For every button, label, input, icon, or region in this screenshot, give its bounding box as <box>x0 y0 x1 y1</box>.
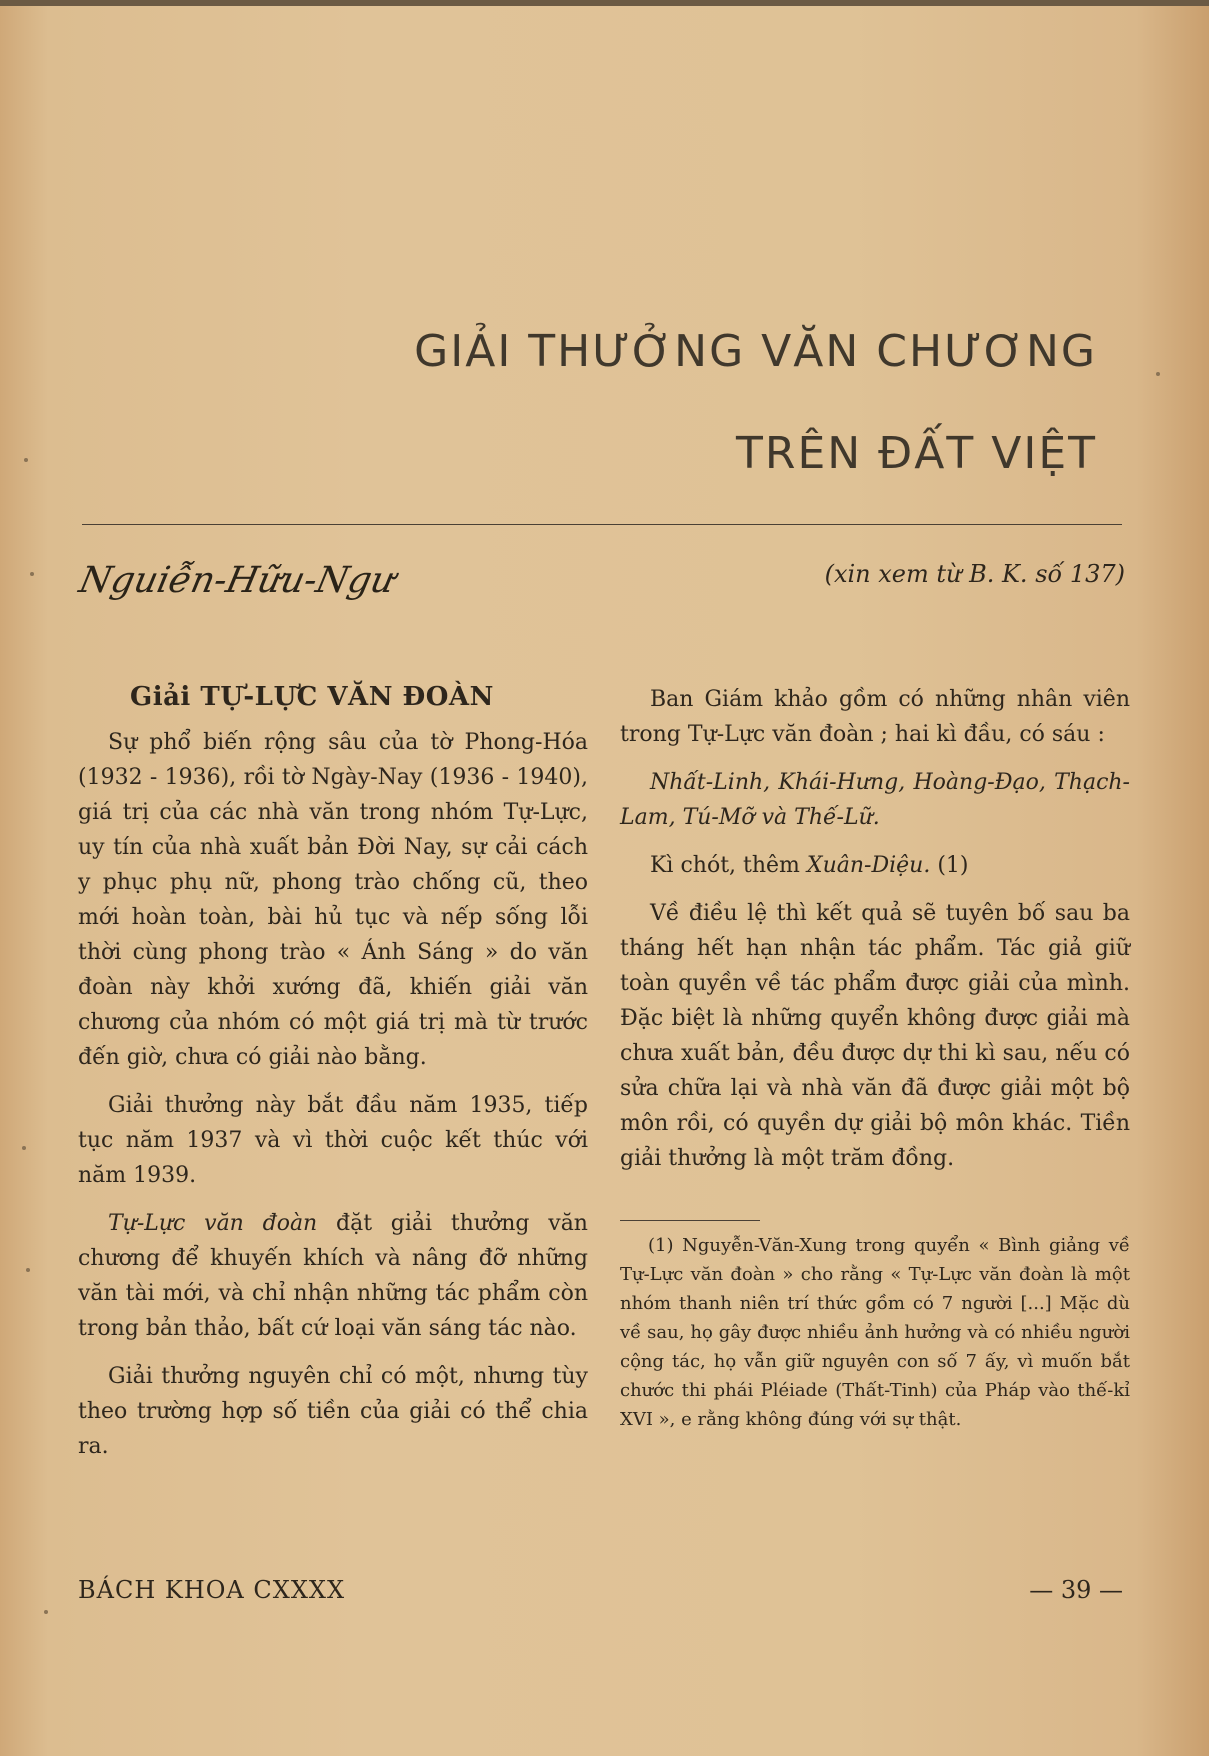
section-heading: Giải TỰ-LỰC VĂN ĐOÀN <box>130 682 494 712</box>
footnote-marker: (1) <box>930 853 969 878</box>
paragraph-lead-italic: Tự-Lực văn đoàn <box>108 1211 318 1236</box>
article-title-line1: GIẢI THƯỞNG VĂN CHƯƠNG <box>414 326 1097 377</box>
article-title-line2: TRÊN ĐẤT VIỆT <box>736 428 1097 479</box>
publication-footer: BÁCH KHOA CXXXX <box>78 1576 346 1604</box>
paper-speck <box>1156 372 1160 376</box>
paper-speck <box>24 458 28 462</box>
paper-speck <box>44 1610 48 1614</box>
footnote-divider <box>620 1220 760 1221</box>
left-column <box>78 680 588 1477</box>
paragraph: Giải thưởng này bắt đầu năm 1935, tiếp tục năm 1937 và vì thời cuộc kết thúc với năm 1939. <box>78 1093 588 1188</box>
footnote: (1) Nguyễn-Văn-Xung trong quyển « Bình giảng về Tự-Lực văn đoàn » cho rằng « Tự-Lực văn đoàn là một nhóm thanh niên trí thức gồm có 7 người [...] Mặc dù về sau, họ gây được nhiều ảnh hưởng và có nhiều người cộng tác, họ vẫn giữ nguyên con số 7 ấy, vì muốn bắt chước thi phái Pléiade (Thất-Tinh) của Pháp vào thế-kỉ XVI », e rằng không đúng với sự thật. <box>620 1235 1130 1430</box>
paragraph: Về điều lệ thì kết quả sẽ tuyên bố sau ba tháng hết hạn nhận tác phẩm. Tác giả giữ toàn quyền về tác phẩm được giải của mình. Đặc biệt là những quyển không được giải mà chưa xuất bản, đều được dự thi kì sau, nếu có sửa chữa lại và nhà văn đã được giải một bộ môn rồi, có quyền dự giải bộ môn khác. Tiền giải thưởng là một trăm đồng. <box>620 901 1130 1171</box>
paragraph-text: Kì chót, thêm <box>650 853 807 878</box>
page-number: — 39 — <box>1029 1576 1123 1604</box>
author-signature: Nguiễn-Hữu-Ngư <box>75 560 399 601</box>
paragraph <box>78 1206 588 1346</box>
paper-speck <box>22 1146 26 1150</box>
jury-names: Nhất-Linh, Khái-Hưng, Hoàng-Đạo, Thạch-Lam, Tú-Mỡ và Thế-Lữ. <box>620 770 1130 830</box>
reference-note: (xin xem từ B. K. số 137) <box>824 560 1125 588</box>
paragraph: Sự phổ biến rộng sâu của tờ Phong-Hóa (1932 - 1936), rồi tờ Ngày-Nay (1936 - 1940), giá trị của các nhà văn trong nhóm Tự-Lực, uy tín của nhà xuất bản Đời Nay, sự cải cách y phục phụ nữ, phong trào chống cũ, theo mới hoàn toàn, bài hủ tục và nếp sống lỗi thời cùng phong trào « Ánh Sáng » do văn đoàn này khởi xướng đã, khiến giải văn chương của nhóm có một giá trị mà từ trước đến giờ, chưa có giải nào bằng. <box>78 730 588 1070</box>
title-divider <box>82 524 1122 525</box>
paragraph-name-italic: Xuân-Diệu. <box>806 853 931 878</box>
paper-speck <box>30 572 34 576</box>
paragraph <box>620 848 1130 883</box>
paragraph: Ban Giám khảo gồm có những nhân viên trong Tự-Lực văn đoàn ; hai kì đầu, có sáu : <box>620 687 1130 747</box>
paragraph: Giải thưởng nguyên chỉ có một, nhưng tùy theo trường hợp số tiền của giải có thể chia ra. <box>78 1364 588 1459</box>
right-column <box>620 682 1130 1434</box>
paper-speck <box>26 1268 30 1272</box>
paragraph-text: đặt giải thưởng văn chương để khuyến khích và nâng đỡ những văn tài mới, và chỉ nhận những tác phẩm còn trong bản thảo, bất cứ loại văn sáng tác nào. <box>78 1211 588 1341</box>
